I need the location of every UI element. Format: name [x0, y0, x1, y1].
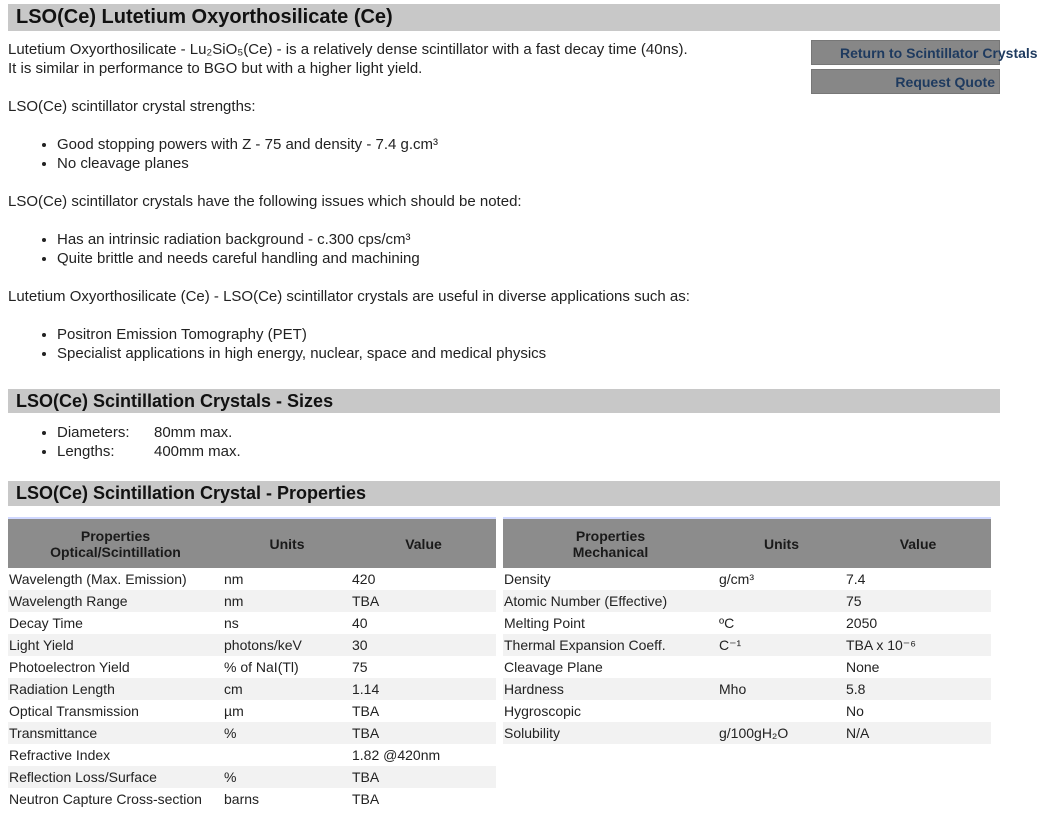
property-name: Cleavage Plane [504, 659, 603, 675]
page-title: LSO(Ce) Lutetium Oxyorthosilicate (Ce) [8, 4, 1000, 31]
size-value: 400mm max. [154, 443, 241, 460]
property-unit: g/100gH₂O [718, 722, 845, 744]
table-row [8, 744, 496, 766]
issues-list [8, 230, 420, 268]
applications-heading: Lutetium Oxyorthosilicate (Ce) - LSO(Ce) scintillator crystals are useful in diverse applications such as: [8, 288, 690, 305]
property-value: TBA [351, 722, 496, 744]
table-row [8, 766, 496, 788]
property-value: 5.8 [845, 678, 991, 700]
property-name: Decay Time [9, 615, 83, 631]
property-value: 40 [352, 615, 368, 631]
property-unit [223, 744, 351, 766]
property-name: Atomic Number (Effective) [503, 590, 718, 612]
property-name: Radiation Length [8, 678, 223, 700]
property-name: Light Yield [8, 634, 223, 656]
property-name: Hardness [503, 678, 718, 700]
size-label: Diameters: [57, 424, 130, 441]
property-unit: Mho [718, 678, 845, 700]
issues-heading: LSO(Ce) scintillator crystals have the following issues which should be noted: [8, 193, 522, 210]
sizes-heading: LSO(Ce) Scintillation Crystals - Sizes [8, 389, 1000, 413]
return-to-scintillator-crystals-button[interactable]: Return to Scintillator Crystals [811, 40, 1000, 65]
property-name: Melting Point [504, 615, 585, 631]
property-name: Transmittance [8, 722, 223, 744]
list-item [57, 423, 241, 442]
list-item: • Good stopping powers with Z - 75 and density - 7.4 g.cm³ [57, 135, 438, 154]
property-unit: ns [224, 615, 239, 631]
property-name: Wavelength (Max. Emission) [9, 571, 187, 587]
property-value: TBA [351, 590, 496, 612]
table-header-row [503, 518, 991, 568]
property-name: Wavelength Range [8, 590, 223, 612]
strengths-heading: LSO(Ce) scintillator crystal strengths: [8, 98, 256, 115]
table-row [8, 678, 496, 700]
table-row [503, 700, 991, 722]
table-row [503, 612, 991, 634]
list-item: • No cleavage planes [57, 154, 438, 173]
column-header: Properties Optical/Scintillation [8, 518, 223, 568]
property-value: 420 [352, 571, 376, 587]
table-row [503, 678, 991, 700]
table-body [8, 568, 496, 810]
intro-line-2: It is similar in performance to BGO but with a higher light yield. [8, 60, 423, 77]
property-unit [718, 656, 845, 678]
column-header: Units [223, 518, 351, 568]
property-name: Photoelectron Yield [9, 659, 130, 675]
list-item: • Quite brittle and needs careful handling and machining [57, 249, 420, 268]
property-unit: µm [224, 703, 244, 719]
table-row [503, 590, 991, 612]
property-unit: cm [223, 678, 351, 700]
strengths-list [8, 135, 438, 173]
property-value: 75 [352, 659, 368, 675]
property-unit: barns [224, 791, 260, 807]
property-name: Refractive Index [9, 747, 111, 763]
property-value: None [846, 659, 880, 675]
property-unit: % [223, 766, 351, 788]
property-value: TBA [351, 766, 496, 788]
property-unit: nm [224, 571, 244, 587]
property-unit [718, 590, 845, 612]
property-name: Solubility [503, 722, 718, 744]
property-name: Hygroscopic [504, 703, 582, 719]
column-header: Properties Mechanical [503, 518, 718, 568]
property-unit: g/cm³ [719, 571, 754, 587]
property-unit: nm [223, 590, 351, 612]
intro-line-1: Lutetium Oxyorthosilicate - Lu₂SiO₅(Ce) - is a relatively dense scintillator with a fast decay time (40ns). [8, 41, 688, 58]
property-value: 75 [845, 590, 991, 612]
list-item: • Has an intrinsic radiation background - c.300 cps/cm³ [57, 230, 420, 249]
property-name: Density [504, 571, 551, 587]
property-unit: photons/keV [223, 634, 351, 656]
table-row [8, 612, 496, 634]
properties-heading: LSO(Ce) Scintillation Crystal - Properties [8, 481, 1000, 506]
property-value: 1.14 [351, 678, 496, 700]
property-unit: % [223, 722, 351, 744]
table-row [8, 568, 496, 590]
table-row [8, 656, 496, 678]
property-value: No [846, 703, 864, 719]
size-label: Lengths: [57, 443, 115, 460]
property-value: TBA [352, 791, 380, 807]
table-body [503, 568, 991, 744]
table-row [8, 700, 496, 722]
property-name: Optical Transmission [9, 703, 139, 719]
property-value: N/A [845, 722, 991, 744]
property-value: 1.82 @420nm [352, 747, 441, 763]
mechanical-properties-table [503, 517, 991, 744]
property-unit [718, 700, 845, 722]
property-value: TBA x 10⁻⁶ [845, 634, 991, 656]
table-row [8, 590, 496, 612]
property-unit: ºC [719, 615, 735, 631]
table-header-row [8, 518, 496, 568]
table-row [503, 722, 991, 744]
list-item: • Positron Emission Tomography (PET) [57, 325, 546, 344]
table-row [8, 788, 496, 810]
property-name: Neutron Capture Cross-section [9, 791, 202, 807]
table-row [503, 656, 991, 678]
optical-properties-table [8, 517, 496, 810]
request-quote-button[interactable]: Request Quote [811, 69, 1000, 94]
property-unit: C⁻¹ [718, 634, 845, 656]
list-item: • Specialist applications in high energy, nuclear, space and medical physics [57, 344, 546, 363]
column-header: Value [845, 518, 991, 568]
table-row [503, 568, 991, 590]
table-row [503, 634, 991, 656]
column-header: Units [718, 518, 845, 568]
size-value: 80mm max. [154, 424, 233, 441]
property-value: 30 [351, 634, 496, 656]
property-value: 2050 [846, 615, 878, 631]
column-header: Value [351, 518, 496, 568]
sizes-list [8, 423, 241, 461]
list-item [57, 442, 241, 461]
property-name: Thermal Expansion Coeff. [503, 634, 718, 656]
property-value: 7.4 [846, 571, 866, 587]
property-value: TBA [352, 703, 380, 719]
table-row [8, 722, 496, 744]
applications-list [8, 325, 546, 363]
property-unit: % of NaI(Tl) [224, 659, 299, 675]
property-name: Reflection Loss/Surface [8, 766, 223, 788]
table-row [8, 634, 496, 656]
